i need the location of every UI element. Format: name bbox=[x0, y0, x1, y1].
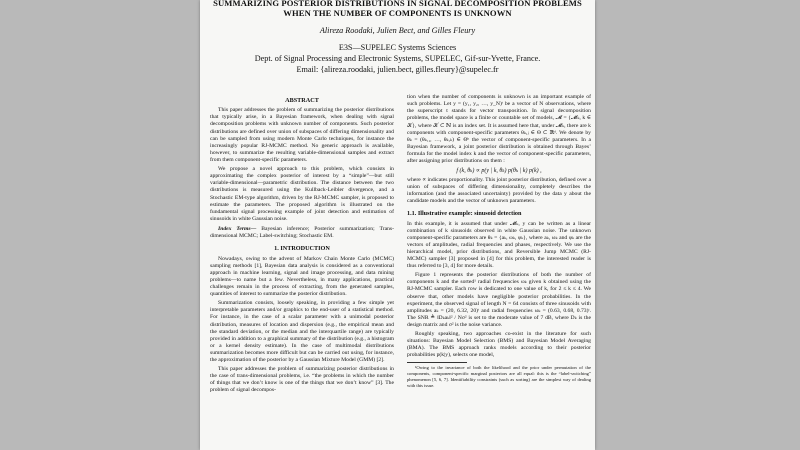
paper-title-line-1: SUMMARIZING POSTERIOR DISTRIBUTIONS IN SIGNAL DECOMPOSITION PROBLEMS bbox=[213, 0, 582, 8]
author-list: Alireza Roodaki, Julien Bect, and Gilles Fleury bbox=[319, 26, 476, 35]
footnote-rule bbox=[407, 362, 467, 363]
introduction-heading: 1. INTRODUCTION bbox=[274, 245, 330, 253]
right-paragraph-5: Roughly speaking, two approaches co-exist in the literature for such situations: Bayesian Model Selection (BMS) and Bayesian Model Averaging (BMA). The BMS approach ranks models according to their posterior probabilities p(k|y), selects one model, bbox=[407, 330, 591, 359]
abstract-paragraph-1: This paper addresses the problem of summarizing the posterior distributions that typically arise, in a Bayesian framework, when dealing with signal decomposition problems with unknown number of components. Such posterior distributions are defined over union of subspaces of differing dimensionality and can be sampled from using modern Monte Carlo techniques, for instance the increasingly popular RJ-MCMC method. No generic approach is available, however, to summarize the resulting variable-dimensional samples and extract from them component-specific parameters. bbox=[210, 107, 394, 164]
paper-title-line-2: WHEN THE NUMBER OF COMPONENTS IS UNKNOWN bbox=[283, 8, 512, 18]
affiliation-line-2: Dept. of Signal Processing and Electronic Systems, SUPELEC, Gif-sur-Yvette, France. bbox=[254, 54, 541, 63]
right-column bbox=[407, 94, 591, 390]
subsection-heading: 1.1. Illustrative example: sinusoid detection bbox=[407, 210, 522, 218]
affiliation-email: Email: {alireza.roodaki, julien.bect, gilles.fleury}@supelec.fr bbox=[296, 65, 499, 74]
left-column bbox=[210, 92, 394, 396]
index-terms-text: Bayesian inference; Posterior summarization; Trans-dimensional MCMC; Label-switching; Stochastic EM. bbox=[210, 226, 394, 240]
footnote-1: ¹Owing to the invariance of both the likelihood and the prior under permutation of the components, component-specific marginal posteriors are all equal: this is the “label-switching” phenomenon [5, 6, 7]. Identifiability constraints (such as sorting) are the simplest way of dealing with this issue. bbox=[407, 365, 591, 388]
index-terms bbox=[210, 226, 394, 240]
index-terms-label: Index Terms— bbox=[218, 226, 257, 233]
abstract-paragraph-2: We propose a novel approach to this problem, which consists in approximating the complex posterior of interest by a “simple”—but still variable-dimensional—parametric distribution. The distance between the two distributions is measured using the Kullback-Leibler divergence, and a Stochastic EM-type algorithm, driven by the RJ-MCMC sampler, is proposed to estimate the parameters. The proposed algorithm is illustrated on the fundamental signal processing example of joint detection and estimation of sinusoids in white Gaussian noise. bbox=[210, 165, 394, 222]
right-paragraph-2: where ∝ indicates proportionality. This joint posterior distribution, defined over a union of subspaces of differing dimensionality, completely describes the information (and the associated uncertainty) provided by the data y about the candidate models and the vector of unknown parameters. bbox=[407, 176, 591, 205]
affiliation-line-1: E3S—SUPELEC Systems Sciences bbox=[338, 43, 457, 52]
intro-paragraph-2: Summarization consists, loosely speaking, in providing a few simple yet interpretable parameters and/or graphics to the end-user of a statistical method. For instance, in the case of a scalar parameter with a unimodal posterior distribution, measures of location and dispersion (e.g., the empirical mean and the standard deviation, or the median and the interquartile range) are typically provided in addition to a graphical summary of the distribution (e.g., a histogram or a kernel density estimate). In the case of multimodal distributions summarization becomes more difficult but can be carried out using, for instance, the approximation of the posterior by a Gaussian Mixture Model (GMM) [2]. bbox=[210, 300, 394, 364]
intro-paragraph-3: This paper addresses the problem of summarizing posterior distributions in the case of trans-dimensional problems, i.e. “the problems in which the number of things that we don’t know is one of the things that we don’t know” [3]. The problem of signal decompos- bbox=[210, 365, 394, 394]
intro-paragraph-1: Nowadays, owing to the advent of Markov Chain Monte Carlo (MCMC) sampling methods [1], Bayesian data analysis is considered as a conventional approach in machine learning, signal and image processing, and data mining problems—to name but a few. Nevertheless, in many applications, practical challenges remain in the process of extracting, from the generated samples, quantities of interest to summarize the posterior distribution. bbox=[210, 255, 394, 298]
right-paragraph-3: In this example, it is assumed that under 𝓜ₖ, y can be written as a linear combination of k sinusoids observed in white Gaussian noise. The unknown component-specific parameters are θₖ = {aₖ, ωₖ, φₖ}, where aₖ, ωₖ and φₖ are the vectors of amplitudes, radial frequencies and phases, respectively. We use the hierarchical model, prior distributions, and Reversible Jump MCMC (RJ-MCMC) sampler [3] proposed in [4] for this problem, the interested reader is thus referred to [3, 4] for more details. bbox=[407, 220, 591, 270]
abstract-heading: ABSTRACT bbox=[285, 97, 319, 104]
paper-page bbox=[200, 0, 595, 450]
right-paragraph-1: tion when the number of components is unknown is an important example of such problems. Let y = (y₁, y₂, …, y_N)ᵗ be a vector of N observations, where the superscript t stands for vector transposition. In signal decomposition problems, the model space is a finite or countable set of models, 𝓜 = {𝓜ₖ, k ∈ 𝒦}, where 𝒦 ⊂ ℕ is an index set. It is assumed here that, under 𝓜ₖ, there are k components with component-specific parameters θₖ,ⱼ ∈ Θ ⊂ ℝᵈ. We denote by θₖ = (θₖ,₁, …, θₖ,ₖ) ∈ Θᵏ the vector of component-specific parameters. In a Bayesian framework, a joint posterior distribution is obtained through Bayes’ formula for the model index k and the vector of component-specific parameters, after assigning prior distributions on them : bbox=[407, 94, 591, 165]
posterior-equation: f (k, θₖ) ∝ p(y | k, θₖ) p(θₖ | k) p(k) , bbox=[456, 167, 542, 174]
right-paragraph-4: Figure 1 represents the posterior distributions of both the number of components k and the sorted¹ radial frequencies ωₖ given k obtained using the RJ-MCMC sampler. Each row is dedicated to one value of k, for 2 ≤ k ≤ 4. We observe that, other models have negligible posterior probabilities. In the experiment, the observed signal of length N = 64 consists of three sinusoids with amplitudes aₖ = (20, 6.32, 20)ᵗ and radial frequencies ωₖ = (0.63, 0.68, 0.73)ᵗ. The SNR ≜ ‖Dₖaₖ‖² / Nσ² is set to the moderate value of 7 dB, where Dₖ is the design matrix and σ² is the noise variance. bbox=[407, 272, 591, 329]
